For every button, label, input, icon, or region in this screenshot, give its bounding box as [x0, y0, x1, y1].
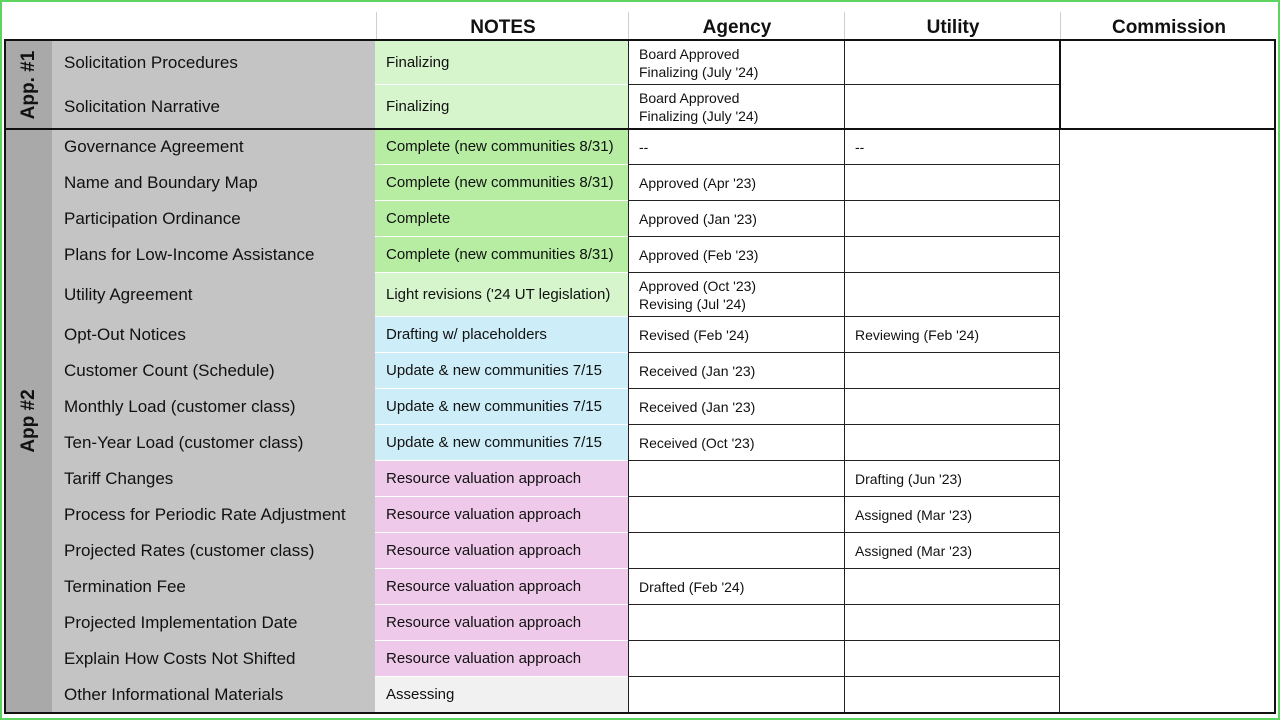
- agency-status: Approved (Jan '23): [639, 210, 757, 227]
- table-left-border: [4, 39, 6, 713]
- task-label: Tariff Changes: [52, 461, 375, 497]
- note-cell: Resource valuation approach: [375, 641, 628, 677]
- note-cell: Complete (new communities 8/31): [375, 237, 628, 273]
- agency-cell: [628, 273, 844, 317]
- note-cell: Resource valuation approach: [375, 569, 628, 605]
- agency-status: --: [639, 138, 649, 155]
- utility-cell: [844, 201, 1060, 237]
- task-label: Termination Fee: [52, 569, 375, 605]
- task-label: Governance Agreement: [52, 129, 375, 165]
- note-cell: Complete: [375, 201, 628, 237]
- commission-left-border: [1059, 39, 1061, 129]
- agency-cell: [628, 129, 844, 165]
- utility-cell: [844, 569, 1060, 605]
- note-cell: Update & new communities 7/15: [375, 353, 628, 389]
- note-cell: Assessing: [375, 677, 628, 713]
- group-label-app2: [6, 129, 52, 713]
- group-label-app1-text: App. #1: [18, 50, 39, 120]
- table-top-border: [4, 39, 1276, 41]
- task-label: Utility Agreement: [52, 273, 375, 317]
- task-label: Solicitation Narrative: [52, 85, 375, 129]
- agency-status: Drafted (Feb '24): [639, 578, 745, 595]
- table-right-border: [1274, 39, 1276, 713]
- agency-status: Received (Jan '23): [639, 362, 756, 379]
- utility-cell: [844, 165, 1060, 201]
- utility-status: Assigned (Mar '23): [855, 542, 973, 559]
- table-bottom-border: [4, 712, 1276, 714]
- agency-cell: [628, 353, 844, 389]
- utility-cell: [844, 129, 1060, 165]
- agency-cell: [628, 41, 844, 85]
- agency-cell: [628, 641, 844, 677]
- task-label: Other Informational Materials: [52, 677, 375, 713]
- note-cell: Resource valuation approach: [375, 605, 628, 641]
- utility-cell: [844, 641, 1060, 677]
- utility-status: --: [855, 138, 865, 155]
- note-cell: Resource valuation approach: [375, 461, 628, 497]
- task-label: Name and Boundary Map: [52, 165, 375, 201]
- utility-cell: [844, 605, 1060, 641]
- agency-status: Approved (Oct '23): [639, 277, 757, 294]
- agency-cell: [628, 677, 844, 713]
- task-label: Ten-Year Load (customer class): [52, 425, 375, 461]
- note-cell: Drafting w/ placeholders: [375, 317, 628, 353]
- agency-status: Finalizing (July '24): [639, 63, 759, 80]
- task-label: Customer Count (Schedule): [52, 353, 375, 389]
- agency-status: Received (Oct '23): [639, 434, 755, 451]
- note-cell: Complete (new communities 8/31): [375, 129, 628, 165]
- utility-status: Reviewing (Feb '24): [855, 326, 980, 343]
- agency-status: Received (Jan '23): [639, 398, 756, 415]
- agency-cell: [628, 533, 844, 569]
- utility-cell: [844, 533, 1060, 569]
- utility-cell: [844, 425, 1060, 461]
- agency-status: Board Approved: [639, 89, 740, 106]
- task-label: Monthly Load (customer class): [52, 389, 375, 425]
- utility-cell: [844, 85, 1060, 129]
- agency-cell: [628, 605, 844, 641]
- task-label: Process for Periodic Rate Adjustment: [52, 497, 375, 533]
- agency-cell: [628, 497, 844, 533]
- agency-status: Revising (Jul '24): [639, 295, 746, 312]
- note-cell: Light revisions ('24 UT legislation): [375, 273, 628, 317]
- agency-cell: [628, 569, 844, 605]
- agency-status: Board Approved: [639, 45, 740, 62]
- agency-cell: [628, 201, 844, 237]
- note-cell: Complete (new communities 8/31): [375, 165, 628, 201]
- utility-cell: [844, 353, 1060, 389]
- utility-cell: [844, 389, 1060, 425]
- note-cell: Update & new communities 7/15: [375, 425, 628, 461]
- agency-status: Revised (Feb '24): [639, 326, 750, 343]
- task-label: Plans for Low-Income Assistance: [52, 237, 375, 273]
- header-utility: Utility: [844, 12, 1061, 40]
- header-agency: Agency: [628, 12, 845, 40]
- utility-cell: [844, 237, 1060, 273]
- header-notes: NOTES: [376, 12, 629, 40]
- agency-cell: [628, 425, 844, 461]
- task-label: Explain How Costs Not Shifted: [52, 641, 375, 677]
- agency-cell: [628, 461, 844, 497]
- group-label-app1: [6, 41, 52, 129]
- group-divider: [4, 128, 1276, 130]
- note-cell: Finalizing: [375, 41, 628, 85]
- agency-cell: [628, 317, 844, 353]
- agency-cell: [628, 389, 844, 425]
- utility-cell: [844, 461, 1060, 497]
- note-cell: Finalizing: [375, 85, 628, 129]
- utility-cell: [844, 41, 1060, 85]
- task-label: Projected Implementation Date: [52, 605, 375, 641]
- utility-status: Assigned (Mar '23): [855, 506, 973, 523]
- agency-status: Approved (Feb '23): [639, 246, 759, 263]
- group-label-app2-text: App #2: [18, 389, 39, 453]
- agency-status: Approved (Apr '23): [639, 174, 757, 191]
- task-label: Opt-Out Notices: [52, 317, 375, 353]
- utility-status: Drafting (Jun '23): [855, 470, 962, 487]
- task-label: Projected Rates (customer class): [52, 533, 375, 569]
- agency-cell: [628, 237, 844, 273]
- note-cell: Update & new communities 7/15: [375, 389, 628, 425]
- agency-cell: [628, 85, 844, 129]
- header-commission: Commission: [1060, 12, 1277, 40]
- utility-cell: [844, 497, 1060, 533]
- note-cell: Resource valuation approach: [375, 533, 628, 569]
- utility-cell: [844, 273, 1060, 317]
- agency-status: Finalizing (July '24): [639, 107, 759, 124]
- utility-cell: [844, 677, 1060, 713]
- task-label: Participation Ordinance: [52, 201, 375, 237]
- agency-cell: [628, 165, 844, 201]
- task-label: Solicitation Procedures: [52, 41, 375, 85]
- utility-cell: [844, 317, 1060, 353]
- note-cell: Resource valuation approach: [375, 497, 628, 533]
